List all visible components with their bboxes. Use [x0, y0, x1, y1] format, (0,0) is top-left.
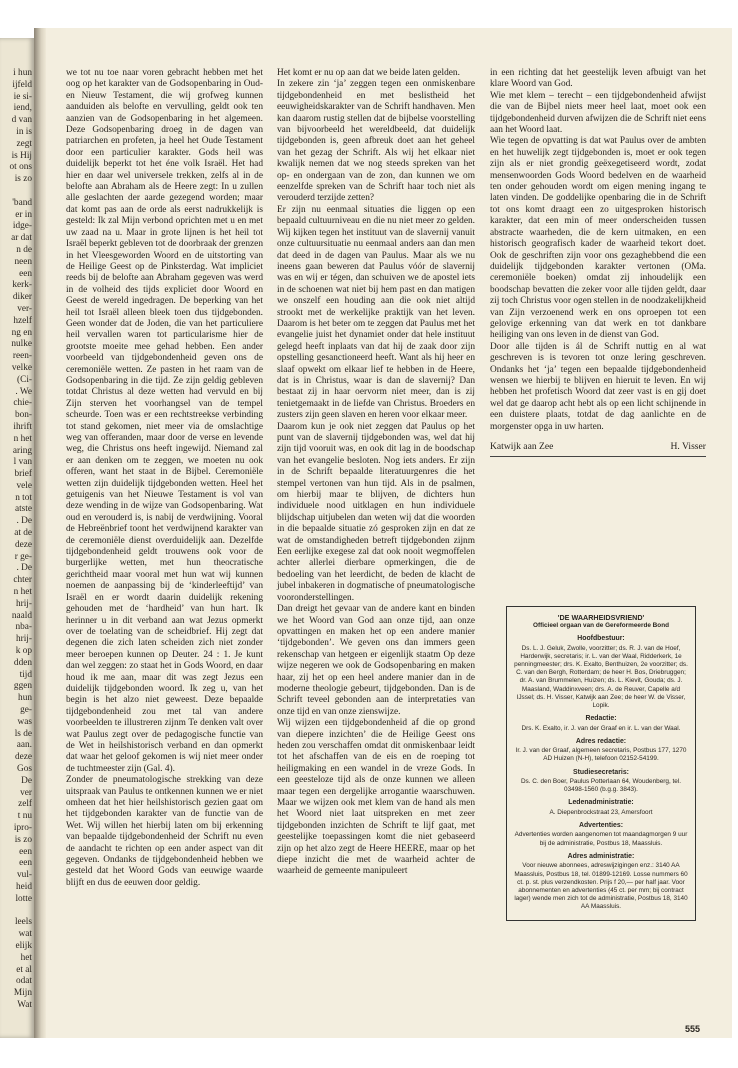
- article-paragraph: Wie met klem – terecht – een tijdgebondenheid afwijst die van de Bijbel niets meer heel laat, moet ook een tijdgebondenheid durven afwijzen die de Schrift niet eens aan het Woord laat.: [490, 90, 706, 136]
- adjacent-page-fragment: ot ons: [9, 162, 32, 173]
- adjacent-page-edge: [0, 38, 34, 1038]
- adjacent-page-fragment: nulke: [11, 339, 32, 350]
- adjacent-page-fragment: Gos: [17, 764, 32, 775]
- adjacent-page-fragment: (Ci-: [17, 374, 32, 385]
- adjacent-page-fragment: ver-: [17, 303, 32, 314]
- adjacent-page-fragment: idge-: [12, 221, 32, 232]
- adjacent-page-fragment: iend,: [13, 103, 32, 114]
- colophon-heading: Adres redactie:: [575, 737, 627, 745]
- adjacent-page-fragment: lotte: [15, 893, 32, 904]
- adjacent-page-fragment: . De: [16, 563, 32, 574]
- adjacent-page-fragment: n het: [13, 587, 32, 598]
- adjacent-page-fragment: er in: [15, 209, 32, 220]
- column-3-text: [490, 68, 706, 433]
- adjacent-page-fragment: ihrift: [13, 421, 32, 432]
- article-column-1: [66, 68, 263, 889]
- colophon-text: Ds. L. J. Geluk, Zwolle, voorzitter; ds. R. J. van de Hoef, Harderwijk, secretaris; ir. L. van der Waal, Ridderkerk, 1e penningmeester; drs. K. Exalto, Benthuizen, 2e voorzitter; ds. C. van den Bergh, Rotterdam; de heer H. Bos, Driebruggen; dr. A. van Brummelen, Huizen; ds. L. Kievit, Gouda; ds. J. Maasland, Waddinxveen; drs. A. de Reuver, Capelle a/d IJssel; ds. H. Visser, Katwijk aan Zee; de heer W. de Visser, Lopik.: [514, 644, 688, 710]
- adjacent-page-fragment: velke: [11, 362, 32, 373]
- adjacent-page-fragment: De: [21, 775, 32, 786]
- adjacent-page-fragment: een: [19, 268, 32, 279]
- colophon-heading: Advertenties:: [578, 822, 624, 830]
- adjacent-page-fragment: . We: [15, 386, 32, 397]
- adjacent-page-fragment: kerk-: [12, 280, 32, 291]
- adjacent-page-fragment: was: [17, 716, 32, 727]
- adjacent-page-fragment: . De: [16, 516, 32, 527]
- colophon-title: 'DE WAARHEIDSVRIEND': [557, 613, 645, 622]
- signature-place: Katwijk aan Zee: [490, 441, 554, 452]
- adjacent-page-fragment: een: [19, 846, 32, 857]
- adjacent-page-fragment: deze: [14, 539, 32, 550]
- adjacent-page-fragment: ge-: [20, 705, 32, 716]
- adjacent-page-fragment: in is: [16, 126, 32, 137]
- colophon-text: Voor nieuwe abonnees, adreswijzigingen enz.: 3140 AA Maassluis, Postbus 18, tel. 01899-12169. Losse nummers 60 ct. p. st. plus verzendkosten. Prijs f 20,— per half jaar. Voor abonnementen en advertenties (45 ct. per mm; bij contract lager) wende men zich tot de administratie, Postbus 18, 3140 AA Maassluis.: [514, 862, 688, 911]
- adjacent-page-fragment: is zo: [14, 174, 32, 185]
- colophon-heading: Ledenadministratie:: [568, 799, 634, 807]
- colophon-sections: [513, 635, 689, 911]
- adjacent-page-fragment: [1, 186, 32, 198]
- adjacent-page-fragment: zegt: [16, 138, 32, 149]
- adjacent-page-fragment: at de: [14, 528, 32, 539]
- adjacent-page-fragment: brief: [14, 469, 32, 480]
- colophon-subtitle: Officieel orgaan van de Gereformeerde Bond: [532, 622, 670, 629]
- adjacent-page-fragment: hun: [18, 693, 32, 704]
- adjacent-page-fragment: [1, 906, 32, 918]
- colophon-box: [506, 606, 696, 921]
- adjacent-page-fragment: chter: [13, 575, 32, 586]
- adjacent-page-fragment: k op: [15, 646, 32, 657]
- adjacent-page-fragment: ipro-: [13, 823, 32, 833]
- article-paragraph: Er zijn nu eenmaal situaties die liggen op een bepaald cultuurniveau en die nu niet meer zo gelden. Wij kijken tegen het instituut van de slavernij vanuit onze cultuursituatie nu eenmaal anders aan dan men dat deed in de dagen van Paulus. Maar als we nu ineens gaan beweren dat Paulus vóór de slavernij was en wij er tégen, dan schuiven we de apostel iets in de schoenen wat niet bij hem past en dan matigen we onszelf een houding aan die ook niet altijd strookt met de werkelijke praktijk van het leven. Daarom is het beter om te zeggen dat Paulus met het evangelie juist het dynamiet onder dat hele instituut gelegd heeft inplaats van dat hij de zaak door zijn opstelling gesanctioneerd heeft. Want als hij heer en slaaf opwekt om elkaar lief te hebben in de Heere, dat is in Christus, waar is dan de slavernij? Dan bestaat zij in haar oervorm niet meer, dan is zij tenietgemaakt in de liefde van Christus. Broeders en zusters zijn geen slaven en heren voor elkaar meer.: [277, 204, 475, 421]
- page-number: 555: [685, 1024, 701, 1034]
- adjacent-page-fragment: tijd: [19, 669, 32, 680]
- article-paragraph: Wie tegen de opvatting is dat wat Paulus over de ambten en het huwelijk zegt tijdgebonden is, moet er ook tegen zijn als er niet grondig geëxegetiseerd wordt, zodat mensenwoorden Gods Woord bedelven en de waarheid ten onder gehouden wordt om eigen mening ingang te laten vinden. De goddelijke openbaring die in de Schrift tot ons komt draagt een zo uitgesproken historisch karakter, dat een min of meer onderscheiden tussen abstracte waarheden, die de kern uitmaken, en een historisch geografisch kader de waarheid tekort doet. Ook de geschriften zijn voor ons gezaghebbend die een duidelijk tijdgebonden karakter vertonen (OMa. ceremoniële boeken) omdat zij inhoudelijk een boodschap bevatten die zeker voor alle tijden geldt, daar zij toch Christus voor ogen stellen in de noodzakelijkheid van Zijn verzoenend werk en ons oproepen tot een gelovige erkenning van dat werk en tot dankbare heiliging van ons leven in de dienst van God.: [490, 136, 706, 341]
- adjacent-page-fragment: atste: [14, 504, 32, 515]
- article-paragraph: Wij wijzen een tijdgebondenheid af die op grond van diepere inzichten’ die de Heilige Geest ons heden zou verschaffen omdat dit onmiskenbaar leidt tot het afschaffen van de eis en de roeping tot heiligmaking en een wandel in de vreze Gods. In een geesteloze tijd als de onze kunnen we alleen maar tegen een dergelijke arrogantie waarschuwen. Maar we wijzen ook met klem van de hand als men het Woord niet laat uitspreken en met zeer tijdgebonden inzichten de Schrift te lijf gaat, met geestelijke toepassingen komt die niet gebaseerd zijn op het alzo zegt de Heere HEERE, maar op het diepe inzicht die met de waarheid achter de waarheid de gemeente manipuleert: [277, 718, 475, 877]
- adjacent-page-fragment: ver: [20, 787, 32, 798]
- adjacent-page-fragment: hzelf: [13, 315, 32, 326]
- article-page: [46, 28, 732, 1038]
- adjacent-page-fragment: naald: [11, 610, 32, 621]
- adjacent-page-fragment: wat: [18, 929, 32, 940]
- colophon-text: Ir. J. van der Graaf, algemeen secretaris, Postbus 177, 1270 AD Huizen (N-H), telefoon 02152-54199.: [515, 747, 687, 763]
- adjacent-page-fragment: ijfeld: [12, 79, 32, 90]
- adjacent-page-fragment: n de: [16, 244, 32, 255]
- adjacent-page-fragment: r ge-: [14, 551, 32, 562]
- article-column-3: [490, 68, 706, 457]
- adjacent-page-fragment: leels: [14, 917, 32, 928]
- adjacent-page-fragment: is zo: [14, 834, 32, 845]
- adjacent-page-fragment: Wat: [17, 999, 32, 1010]
- adjacent-page-fragment: ng en: [11, 327, 32, 338]
- article-signature: [490, 441, 706, 457]
- adjacent-page-fragment: heid: [15, 881, 32, 892]
- adjacent-page-fragment: bon-: [14, 410, 32, 421]
- colophon-text: Advertenties worden aangenomen tot maandagmorgen 9 uur bij de administratie, Postbus 18, Maassluis.: [514, 831, 688, 847]
- article-column-2: [277, 68, 475, 878]
- adjacent-page-fragment: deze: [14, 752, 32, 763]
- adjacent-page-fragment: Mijn: [13, 988, 32, 999]
- adjacent-page-fragment: ar dat: [11, 233, 32, 244]
- adjacent-page-fragment: hrij-: [15, 634, 32, 645]
- adjacent-page-fragment: aan.: [16, 740, 32, 751]
- adjacent-page-fragment: ie si-: [13, 91, 32, 102]
- adjacent-page-fragment: neen: [14, 256, 32, 267]
- colophon-text: Ds. C. den Boer, Paulus Potterlaan 64, Woudenberg, tel. 03498-1560 (b.g.g. 3843).: [520, 778, 682, 794]
- adjacent-page-fragment: t nu: [17, 811, 32, 822]
- adjacent-page-fragment: ls de: [14, 728, 32, 739]
- adjacent-page-fragment: elijk: [15, 940, 32, 951]
- adjacent-page-fragment: et al: [16, 964, 32, 975]
- adjacent-page-fragment: het: [20, 952, 32, 963]
- adjacent-page-fragment: dden: [13, 657, 32, 668]
- adjacent-page-text-fragments: [1, 68, 32, 1012]
- signature-author: H. Visser: [670, 441, 706, 452]
- article-paragraph: Zonder de pneumatologische strekking van deze uitspraak van Paulus te ontkennen kunnen we er niet omheen dat het hier heilshistorisch gezien gaat om het tijdgebonden karakter van de functie van de Wet. Wij willen het hierbij laten om bij erkenning van bepaalde tijdgebondenheid der Schrift nu even de aandacht te richten op een ander aspect van dit gegeven. Ondanks de tijdgebondenheid hebben we gesteld dat het Woord Gods van eeuwige waarde blijft en dus de eeuwen door geldig.: [66, 775, 263, 888]
- adjacent-page-fragment: zelf: [18, 799, 32, 810]
- adjacent-page-fragment: 'band: [12, 197, 32, 208]
- adjacent-page-fragment: i hun: [13, 68, 32, 78]
- adjacent-page-fragment: l van: [13, 457, 32, 468]
- adjacent-page-fragment: odat: [15, 976, 32, 987]
- adjacent-page-fragment: n het: [13, 433, 32, 444]
- adjacent-page-fragment: is Hij: [11, 150, 32, 161]
- colophon-heading: Studiesecretaris:: [573, 768, 629, 776]
- adjacent-page-fragment: een: [19, 858, 32, 869]
- adjacent-page-fragment: nba-: [15, 622, 32, 633]
- adjacent-page-fragment: hrij-: [15, 598, 32, 609]
- adjacent-page-fragment: ggen: [13, 681, 32, 692]
- colophon-heading: Hoofdbestuur:: [577, 635, 625, 643]
- article-paragraph: in een richting dat het geestelijk leven afbuigt van het klare Woord van God.: [490, 68, 706, 90]
- article-paragraph: Het komt er nu op aan dat we beide laten gelden.: [277, 68, 460, 78]
- adjacent-page-fragment: reen-: [12, 351, 32, 362]
- article-paragraph: Dan dreigt het gevaar van de andere kant en binden we het Woord van God aan onze tijd, aan onze opvattingen en maken het op een andere manier ‘tijdgebonden’. We geven ons dan immers geen rekenschap van hetgeen er eigenlijk staatm Op deze wijze negeren we ook de Godsopenbaring en maken haar, zij het op een heel andere manier dan in de moderne theologie gebeurt, tijdgebonden. Dan is de Schrift teveel gebonden aan de interpretaties van onze tijd en van onze zienswijze.: [277, 604, 475, 717]
- article-paragraph: we tot nu toe naar voren gebracht hebben met het oog op het karakter van de Godsopenbaring in Oud- en Nieuw Testament, die wij grofweg kunnen aanduiden als belofte en vervulling, geldt ook ten aanzien van de Godsopenbaring in het algemeen. Deze Godsopenbaring droeg in de dagen van patriarchen en profeten, ja heel het Oude Testament door een particulier karakter. Gods heil was duidelijk beperkt tot het éne volk Israël. Het had hier en daar wel universele trekken, zelfs al in de belofte aan Abraham als de Heere zegt: In u zullen alle geslachten der aarde gezegend worden; maar dat komt pas aan de orde als eerst nadrukkelijk is gesteld: Ik zal Mijn verbond oprichten met u en met uw zaad na u. Maar in grote lijnen is het heil tot Israël beperkt gebleven tot de doorbraak der grenzen in het Vleesgeworden Woord en de uitstorting van de Heilige Geest op de Pinksterdag. Wat impliciet reeds bij de belofte aan Abraham gegeven was werd in de volheid des tijds expliciet door Woord en Geest de wereld ingedragen. De beperking van het heil tot Israël alleen bleek toen dus tijdgebonden. Geen wonder dat de Joden, die van het particuliere heil vervallen waren tot particularisme hier de grootste moeite mee gehad hebben. Een ander voorbeeld van tijdgebondenheid geven ons de ceremoniële wetten. Ze pasten in het raam van de Godsopenbaring in die tijd. Ze zijn geldig gebleven totdat Christus al deze wetten had vervuld en bij Zijn sterven het voorhangsel van de tempel scheurde. Toen was er een rechtstreekse verbinding tot stand gekomen, niet meer via de omslachtige weg van offeranden, maar door de verse en levende weg, die Christus ons heeft ingewijd. Niemand zal er aan denken om te zeggen, we moeten nu ook offeren, want het staat in de Bijbel. Ceremoniële wetten zijn duidelijk tijdgebonden wetten. Heel het getuigenis van het Nieuwe Testament is vol van deze wending in de wijze van Godsopenbaring. Wat oud en verouderd is, is nabij de verdwijning. Vooral de Hebreënbrief toont het verdwijnend karakter van de ceremoniële dienst overduidelijk aan. Dezelfde tijdgebondenheid geldt trouwens ook voor de burgerlijke wetten, met hun theocratische gerichtheid maar vooral met hun wat wij kunnen noemen de aanpassing bij de ‘kinderleeftijd’ van Israël en er wordt daarin duidelijk rekening gehouden met de ‘hardheid’ van hun hart. Ik herinner u in dit verband aan wat Jezus opmerkt over de toelating van de scheidbrief. Hij zegt dat degenen die zich laten scheiden zich niet zonder meer beroepen kunnen op Deuter. 24 : 1. Je kunt dan wel zeggen: zo staat het in Gods Woord, en daar houd ik me aan, maar dit was zegt Jezus een duidelijk tijdgebonden woord. Ik zeg u, van het begin is het alzo niet geweest. Deze bepaalde tijdgebondenheid zou met tal van andere voorbeelden te illustreren zijnm Te denken valt over wat Paulus zegt over de pedagogische functie van de Wet in heilshistorisch verband en dan opmerkt dat waar het geloof gekomen is wij niet meer onder de tuchtmeester zijn (Gal. 4).: [66, 68, 263, 774]
- adjacent-page-fragment: d van: [11, 115, 32, 126]
- adjacent-page-fragment: n tot: [15, 492, 32, 503]
- article-paragraph: In zekere zin ‘ja’ zeggen tegen een onmiskenbare tijdgebondenheid en met beslistheid het eeuwigheidskarakter van de Schrift handhaven. Men kan daarom rustig stellen dat de bijbelse voorstelling van bijvoorbeeld het wereldbeeld, dat duidelijk tijdgebonden is, geen afbreuk doet aan het geheel van het gezag der Schrift. Als wij het elkaar niet kwalijk nemen dat we nog steeds spreken van het op- en ondergaan van de zon, dan kunnen we om eenzelfde spreken van de Schrift haar toch niet als verouderd terzijde zetten?: [277, 79, 475, 204]
- colophon-text: Drs. K. Exalto, ir. J. van der Graaf en ir. L. van der Waal.: [521, 724, 681, 732]
- colophon-heading: Adres administratie:: [567, 852, 635, 860]
- adjacent-page-fragment: chie-: [13, 398, 32, 409]
- adjacent-page-fragment: vul-: [17, 870, 32, 881]
- colophon-text: A. Diepenbrockstraat 23, Amersfoort: [549, 808, 653, 816]
- article-paragraph: Daarom kun je ook niet zeggen dat Paulus op het punt van de slavernij tijdgebonden was, wel dat hij zijn tijd vooruit was, en ook dit lag in de boodschap van het evangelie besloten. Nog iets anders. Er zijn in de Schrift bepaalde literatuurgenres die het stempel vertonen van hun tijd. Als in de psalmen, om hierbij maar te blijven, de dichters hun individuele nood uitklagen en hun individuele blijdschap uitjubelen dan weten wij dat die woorden in die bepaalde situatie zó gesproken zijn en dat ze wat de omstandigheden betreft tijdgebonden zijnm Een eerlijke exegese zal dat ook nooit wegmoffelen achter allerlei dierbare opmerkingen, die de bedoeling van het leerdicht, de beden de klacht de jubel inbakeren in dogmatische of pneumatologische vooronderstellingen.: [277, 421, 475, 603]
- adjacent-page-fragment: vele: [16, 480, 32, 491]
- page-gutter: [34, 28, 46, 1038]
- colophon-heading: Redactie:: [585, 715, 617, 723]
- adjacent-page-fragment: aring: [12, 445, 32, 456]
- article-paragraph: Door alle tijden is ál de Schrift nuttig en al wat geschreven is is tevoren tot onze lering geschreven. Ondanks het ‘ja’ tegen een bepaalde tijdgebondenheid wensen we hierbij te blijven en hieruit te leven. En wij hebben het profetisch Woord dat zeer vast is en gij doet wel dat ge daarop acht hebt als op een licht schijnende in een duistere plaats, totdat de dag aanlichte en de morgenster opga in uw harten.: [490, 341, 706, 432]
- adjacent-page-fragment: diker: [12, 292, 32, 303]
